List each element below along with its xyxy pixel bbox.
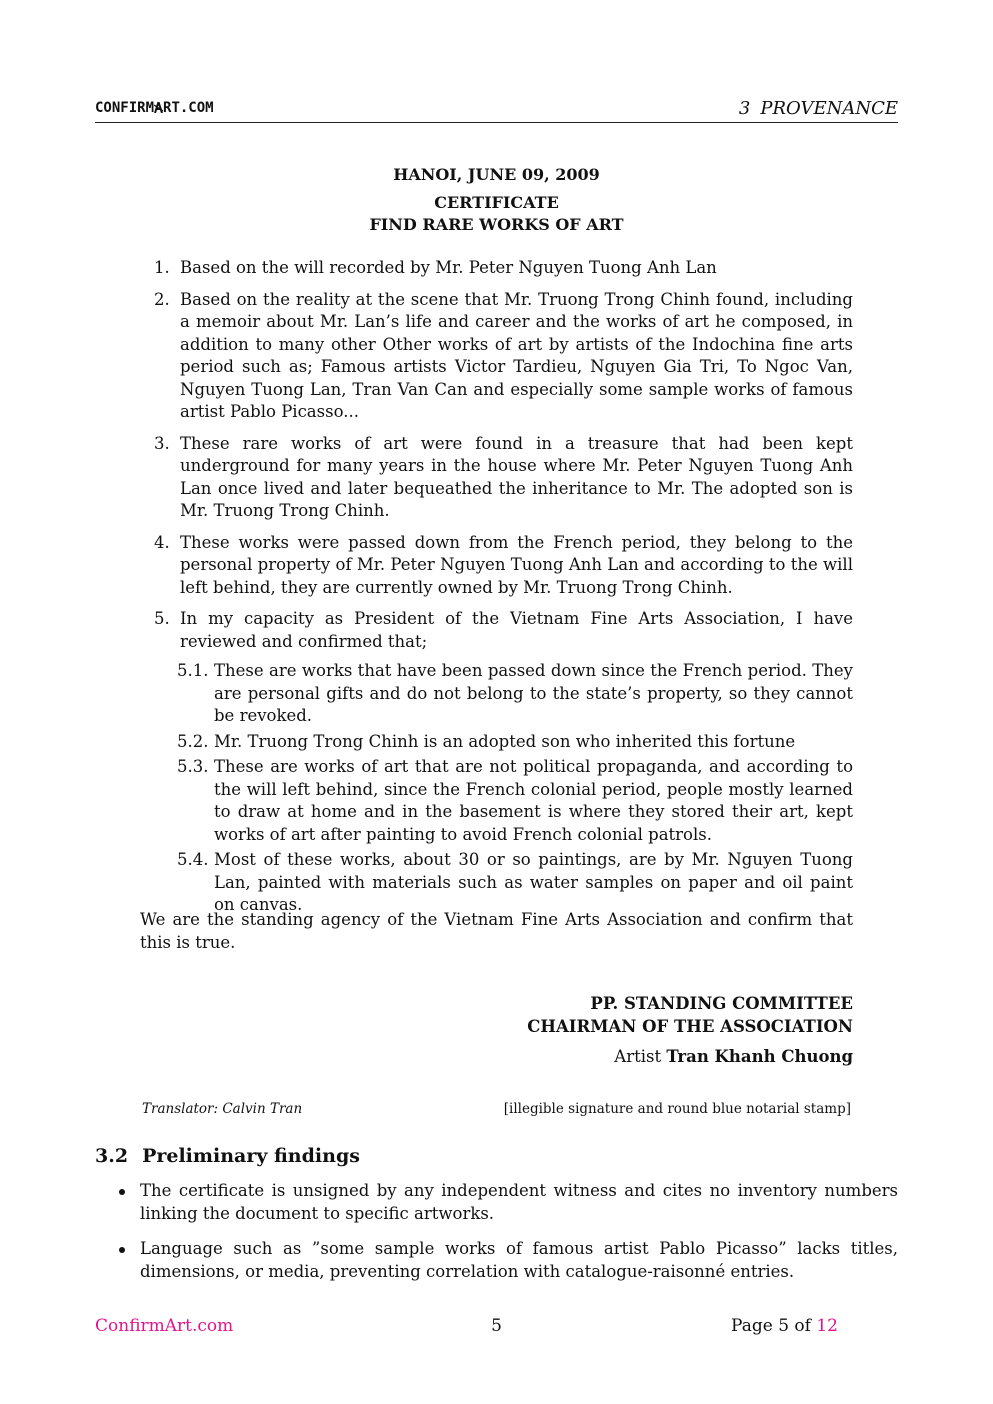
section-title: Preliminary findings	[142, 1145, 360, 1167]
finding-text: The certificate is unsigned by any independent witness and cites no inventory numbers linking the document to specific artworks.	[140, 1181, 898, 1223]
sublist-item-text: Most of these works, about 30 or so paintings, are by Mr. Nguyen Tuong Lan, painted with materials such as water samples on paper and oil paint on canvas.	[214, 850, 853, 914]
section-number: 3.2	[95, 1145, 129, 1167]
stamp-note: [illegible signature and round blue notarial stamp]	[503, 1101, 851, 1117]
bullet-icon	[119, 1247, 125, 1253]
running-section-title	[739, 98, 898, 119]
list-item-number: 1.	[154, 258, 170, 277]
list-item-number: 5.	[154, 609, 170, 628]
translator-note: Translator: Calvin Tran	[142, 1101, 303, 1117]
signature-line-1: PP. STANDING COMMITTEE	[590, 994, 853, 1013]
findings-list	[95, 1180, 898, 1296]
finding-item	[95, 1180, 898, 1225]
footer-page-count	[731, 1316, 838, 1336]
sublist-item-text: Mr. Truong Trong Chinh is an adopted son who inherited this fortune	[214, 731, 796, 751]
list-item-text: Based on the will recorded by Mr. Peter Nguyen Tuong Anh Lan	[180, 258, 717, 277]
finding-text: Language such as ”some sample works of famous artist Pablo Picasso” lacks titles, dimensions, or media, preventing correlation with catalogue-raisonné entries.	[140, 1239, 898, 1281]
logo-a-glyph-icon	[154, 102, 163, 113]
certificate-sublist	[177, 660, 853, 917]
certificate-title: CERTIFICATE	[434, 193, 559, 212]
sublist-item	[177, 756, 853, 846]
certificate-subtitle: FIND RARE WORKS OF ART	[369, 215, 624, 234]
logo-text-left: CONFIRM	[95, 100, 155, 116]
running-section-number: 3	[738, 98, 751, 119]
list-item	[140, 257, 853, 280]
bullet-icon	[119, 1189, 125, 1195]
signature-line-2: CHAIRMAN OF THE ASSOCIATION	[527, 1017, 853, 1036]
list-item-text: These rare works of art were found in a treasure that had been kept underground for many years in the house where Mr. Peter Nguyen Tuong Anh Lan once lived and later bequeathed the inheritance to Mr. The adopted son is Mr. Truong Trong Chinh.	[180, 433, 853, 520]
sublist-item-text: These are works that have been passed down since the French period. They are personal gifts and do not belong to the state’s property, so they cannot be revoked.	[214, 661, 853, 725]
footer-total-pages-link[interactable]: 12	[816, 1316, 838, 1336]
artist-prefix: Artist	[614, 1047, 662, 1066]
list-item-text: In my capacity as President of the Vietnam Fine Arts Association, I have reviewed and confirmed that;	[180, 609, 853, 651]
certificate-closing: We are the standing agency of the Vietnam Fine Arts Association and confirm that this is true.	[140, 910, 853, 952]
list-item	[140, 433, 853, 523]
sublist-item	[177, 849, 853, 917]
running-section-label: PROVENANCE	[760, 98, 898, 119]
confirmart-logo	[95, 100, 214, 116]
sublist-item	[177, 660, 853, 728]
finding-item	[95, 1238, 898, 1283]
signature-block	[527, 992, 853, 1066]
section-heading	[95, 1145, 360, 1167]
signature-artist	[527, 1047, 853, 1066]
logo-text-right: RT.COM	[163, 100, 214, 116]
sublist-item-text: These are works of art that are not political propaganda, and according to the will left behind, since the French colonial period, people mostly learned to draw at home and in the basement is where they stored their art, kept works of art after painting to avoid French colonial patrols.	[214, 757, 853, 844]
list-item	[140, 608, 853, 917]
sublist-item-number: 5.1.	[177, 661, 209, 680]
certificate-list	[140, 257, 853, 917]
footer-page-number: 5	[491, 1316, 502, 1336]
list-item-text: Based on the reality at the scene that Mr. Truong Trong Chinh found, including a memoir about Mr. Lan’s life and career and the works of art he composed, in addition to many other Other works of art by artists of the Indochina fine arts period such as; Famous artists Victor Tardieu, Nguyen Gia Tri, To Ngoc Van, Nguyen Tuong Lan, Tran Van Can and especially some sample works of famous artist Pablo Picasso...	[180, 289, 853, 421]
sublist-item-number: 5.4.	[177, 850, 209, 869]
list-item-number: 3.	[154, 433, 170, 453]
artist-name: Tran Khanh Chuong	[666, 1047, 853, 1066]
list-item	[140, 532, 853, 600]
certificate-title-block	[95, 165, 898, 237]
sublist-item-number: 5.3.	[177, 757, 209, 776]
sublist-item	[177, 731, 853, 754]
list-item-number: 2.	[154, 289, 170, 309]
sublist-item-number: 5.2.	[177, 731, 209, 751]
footer-site-link[interactable]: ConfirmArt.com	[95, 1316, 234, 1336]
footer-page-prefix: Page 5 of	[731, 1316, 811, 1336]
list-item-text: These works were passed down from the French period, they belong to the personal property of Mr. Peter Nguyen Tuong Anh Lan and according to the will left behind, they are currently owned by Mr. Truong Trong Chinh.	[180, 532, 853, 597]
list-item	[140, 289, 853, 424]
certificate-body	[140, 257, 853, 926]
certificate-date-line: HANOI, JUNE 09, 2009	[393, 165, 600, 184]
page-header	[95, 97, 898, 123]
list-item-number: 4.	[154, 532, 170, 552]
